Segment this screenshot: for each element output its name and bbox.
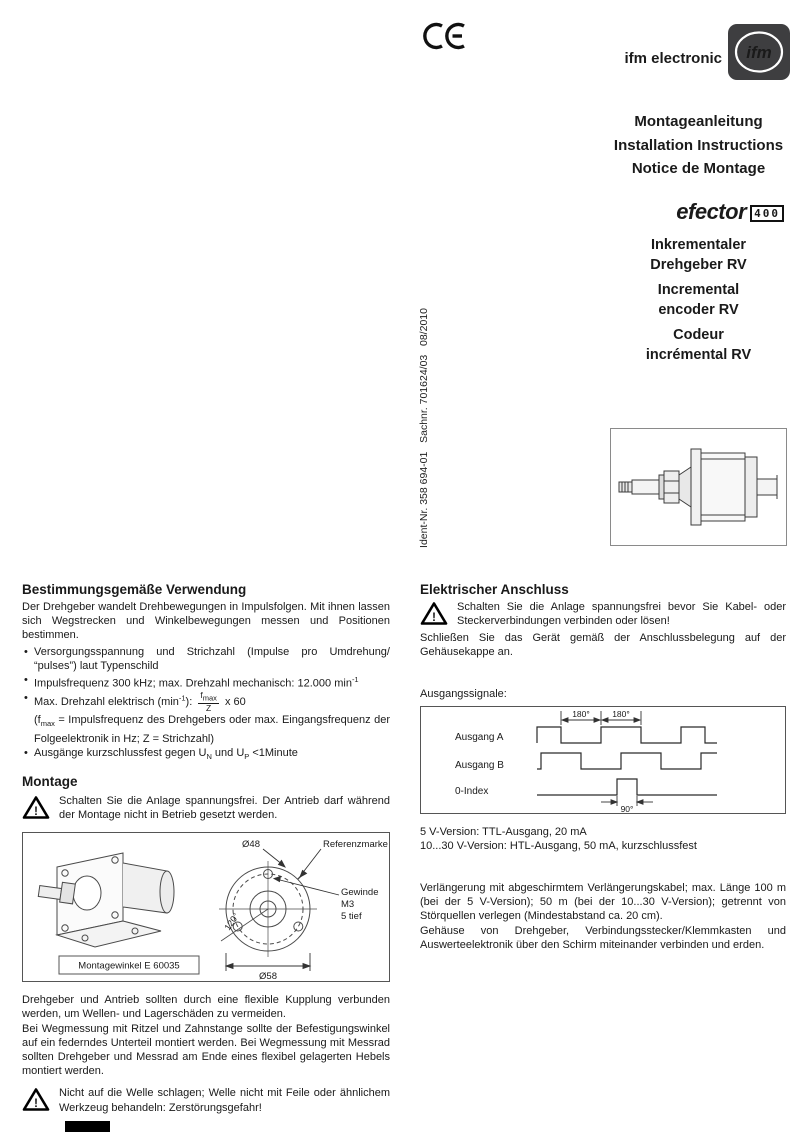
title-fr: Notice de Montage xyxy=(631,160,766,177)
version-5v-line: 5 V-Version: TTL-Ausgang, 20 mA xyxy=(420,825,587,838)
version-10-30v-line: 10...30 V-Version: HTL-Ausgang, 50 mA, kurzschlussfest xyxy=(420,839,697,852)
paragraph-shielding: Gehäuse von Drehgeber, Verbindungsstecker/Klemmkasten und Auswerteelektronik über den Schirm miteinander verbinden und erden. xyxy=(420,924,786,951)
svg-text:!: ! xyxy=(34,804,38,819)
bullet-supply-voltage: • Versorgungsspannung und Strichzahl (Impulse pro Umdrehung/ “pulses”) laut Typenschild xyxy=(22,645,390,673)
paragraph-coupling: Drehgeber und Antrieb sollten durch eine flexible Kupplung verbunden werden, um Wellen- und Lagerschäden zu vermeiden. xyxy=(22,994,390,1021)
signal-waveform-drawing xyxy=(421,707,785,813)
warning-montage-text: Schalten Sie die Anlage spannungsfrei. Der Antrieb darf während der Montage nicht in Betrieb gesetzt werden. xyxy=(59,795,390,822)
output-signal-diagram xyxy=(420,706,786,814)
figure-thread-label-2: M3 xyxy=(341,899,355,911)
bullet-short-circuit-proof: • Ausgänge kurzschlussfest gegen $U_N$ und $U_P$ <1Minute xyxy=(22,746,390,764)
channel-b-label: Ausgang B xyxy=(455,759,504,771)
deg180-label-b: 180° xyxy=(612,708,630,719)
figure-dim-58-label: Ø58 xyxy=(259,971,277,982)
heading-intended-use: Bestimmungsgemäße Verwendung xyxy=(22,582,247,597)
product-title-block xyxy=(610,236,787,371)
channel-index-label: 0-Index xyxy=(455,785,489,797)
title-en: Installation Instructions xyxy=(613,136,784,154)
bullet-max-speed-note: ($f_{max}$ = Impulsfrequenz des Drehgebers oder max. Eingangsfrequenz der Folgeelektronik in Hz; Z = Strichzahl) xyxy=(34,714,390,745)
figure-thread-label-3: 5 tief xyxy=(341,911,362,923)
figure-dim-48-label: Ø48 xyxy=(242,839,260,851)
figure-reference-mark-label: Referenzmarke xyxy=(323,839,388,851)
warning-montage xyxy=(22,794,390,825)
bullet-pulse-frequency: • Impulsfrequenz 300 kHz; max. Drehzahl mechanisch: 12.000 $\min^{-1}$ xyxy=(22,673,390,691)
warning-shaft-text: Nicht auf die Welle schlagen; Welle nicht mit Feile oder ähnlichem Werkzeug behandeln: Zerstörungsgefahr! xyxy=(59,1087,390,1114)
warning-triangle-icon xyxy=(420,600,448,631)
mounting-figure xyxy=(22,832,390,982)
fmax-over-z-fraction: $\frac{f_{max}}{Z}$ xyxy=(200,689,217,713)
svg-text:!: ! xyxy=(432,610,436,624)
warning-electrical-text: Schalten Sie die Anlage spannungsfrei bevor Sie Kabel- oder Steckerverbindungen verbinden oder lösen! xyxy=(457,601,786,628)
document-title-block xyxy=(610,110,787,181)
ce-mark-icon xyxy=(420,20,466,57)
product-title-en: Incremental encoder RV xyxy=(657,282,740,318)
usage-bullet-list xyxy=(22,645,390,765)
efector-logo xyxy=(610,199,787,225)
paragraph-measurement: Bei Wegmessung mit Ritzel und Zahnstange sollte der Befestigungswinkel auf ein federndes Unterteil montiert werden. Bei Wegmessung mit Messrad sollten Drehgeber und Messrad am Ende eines flexibel gelagerten Hebels montiert werden. xyxy=(22,1022,390,1078)
bullet-max-speed: • Max. Drehzahl elektrisch $(\min^{-1})$: $\frac{f_{max}}{Z}$ x 60 ($f_{max}$ = Impulsfrequenz des Drehgebers oder max. Eingangsfrequenz der Folgeelektronik in Hz; Z = Strichzahl) xyxy=(22,691,390,746)
ifm-logo-icon xyxy=(728,24,790,80)
output-signals-label: Ausgangssignale: xyxy=(420,688,507,701)
product-image xyxy=(610,428,787,546)
right-column xyxy=(420,582,786,952)
left-column xyxy=(22,582,390,1117)
figure-caption: Montagewinkel E 60035 xyxy=(78,960,180,972)
warning-triangle-icon xyxy=(22,1086,50,1117)
efector-logo-text: efector xyxy=(676,199,747,224)
ident-number-vertical: Ident-Nr. 358 694-01 Sachnr. 701624/03 08/2010 xyxy=(418,308,430,548)
paragraph-extension: Verlängerung mit abgeschirmtem Verlängerungskabel; max. Länge 100 m (bei der 5 V-Version); 50 m (bei der 10...30 V-Version); getrennt von Störquellen verlegen (Mindestabstand ca. 20 cm). xyxy=(420,882,786,923)
product-title-fr: Codeur incrémental RV xyxy=(645,327,752,363)
figure-thread-label-1: Gewinde xyxy=(341,887,379,899)
svg-text:!: ! xyxy=(34,1096,38,1111)
channel-a-label: Ausgang A xyxy=(455,731,504,743)
intro-paragraph: Der Drehgeber wandelt Drehbewegungen in Impulsfolgen. Mit ihnen lassen sich Wegstrecken und Winkelbewegungen messen und Positionen bestimmen. xyxy=(22,601,390,642)
warning-electrical xyxy=(420,600,786,631)
figure-angle-label: 120° xyxy=(222,911,242,933)
deg90-label: 90° xyxy=(620,803,634,813)
title-de: Montageanleitung xyxy=(634,113,763,130)
paragraph-connect: Schließen Sie das Gerät gemäß der Anschlussbelegung auf der Gehäusekappe an. xyxy=(420,632,786,659)
encoder-side-view-drawing xyxy=(611,429,786,545)
warning-triangle-icon xyxy=(22,794,50,825)
heading-electrical-connection: Elektrischer Anschluss xyxy=(420,582,569,597)
ifm-logo-text: ifm xyxy=(746,43,772,62)
warning-shaft xyxy=(22,1086,390,1117)
mounting-figure-drawing xyxy=(23,833,389,981)
efector-series-text: 400 xyxy=(750,205,784,222)
brand-name: ifm electronic xyxy=(624,50,722,67)
deg180-label-a: 180° xyxy=(572,708,590,719)
print-registration-mark xyxy=(65,1121,110,1132)
heading-montage: Montage xyxy=(22,774,78,790)
product-title-de: Inkrementaler Drehgeber RV xyxy=(650,237,747,273)
